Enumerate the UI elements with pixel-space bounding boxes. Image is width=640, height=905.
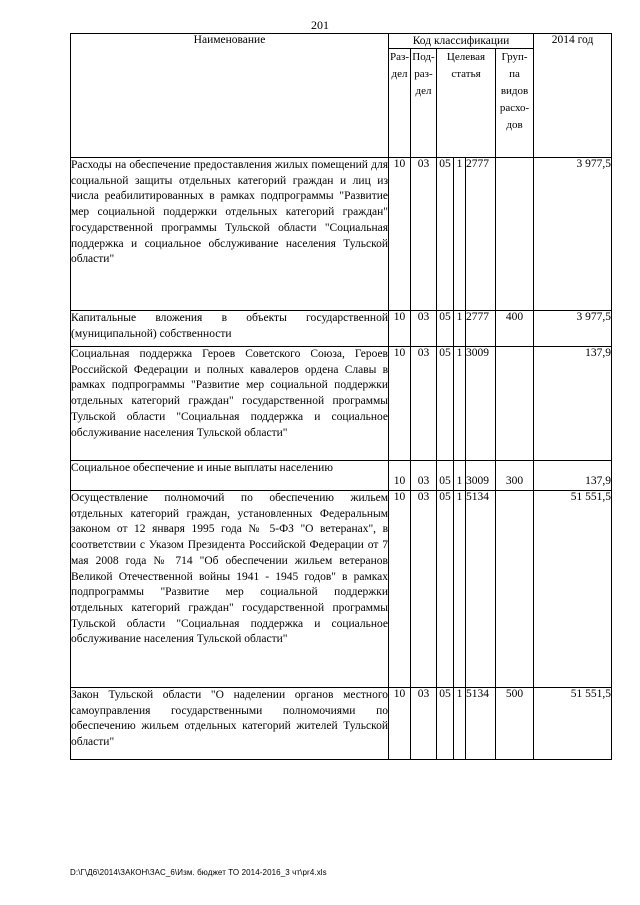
row-amount: 3 977,5 — [534, 158, 612, 311]
row-name: Расходы на обеспечение предоставления жилых помещений для социальной защиты отдельных категорий граждан и лиц из числа реабилитированных в рамках подпрограммы "Развитие мер социальной поддержки отдельных категорий граждан" государственной программы Тульской области "Социальная поддержка и социальное обслуживание населения Тульской области" — [71, 158, 389, 311]
row-razdel: 10 — [389, 461, 411, 491]
row-amount: 51 551,5 — [534, 491, 612, 688]
header-year: 2014 год — [534, 34, 612, 158]
row-amount: 137,9 — [534, 461, 612, 491]
row-expense-group — [496, 158, 534, 311]
table-row — [71, 491, 612, 688]
table-row — [71, 347, 612, 461]
header-podrazdel: Под- раз- дел — [411, 49, 437, 158]
row-amount: 137,9 — [534, 347, 612, 461]
file-path-footer: D:\Г\Д6\2014\ЗАКОН\ЗАС_6\Изм. бюджет ТО 2014-2016_3 чт\pr4.xls — [70, 868, 327, 877]
row-name: Социальное обеспечение и иные выплаты населению — [71, 461, 389, 491]
row-podrazdel: 03 — [411, 347, 437, 461]
header-target-article: Целевая статья — [437, 49, 496, 158]
row-expense-group — [496, 491, 534, 688]
header-classification-code: Код классификации — [389, 34, 534, 49]
row-target-part3: 2777 — [466, 158, 496, 311]
row-target-part3: 5134 — [466, 688, 496, 760]
table-row — [71, 158, 612, 311]
row-target-part1: 05 — [437, 347, 454, 461]
row-podrazdel: 03 — [411, 688, 437, 760]
row-razdel: 10 — [389, 491, 411, 688]
row-expense-group — [496, 347, 534, 461]
budget-table — [70, 33, 612, 760]
row-target-part3: 3009 — [466, 347, 496, 461]
row-podrazdel: 03 — [411, 311, 437, 347]
row-name: Осуществление полномочий по обеспечению жильем отдельных категорий граждан, установленных Федеральным законом от 12 января 1995 года № 5-ФЗ "О ветеранах", в соответствии с Указом Президента Российской Федерации от 7 мая 2008 года № 714 "Об обеспечении жильем ветеранов Великой Отечественной войны 1941 - 1945 годов" в рамках подпрограммы "Развитие мер социальной поддержки отдельных категорий граждан" государственной программы Тульской области "Социальная поддержка и социальное обслуживание населения Тульской области" — [71, 491, 389, 688]
header-razdel: Раз- дел — [389, 49, 411, 158]
row-razdel: 10 — [389, 158, 411, 311]
row-expense-group: 400 — [496, 311, 534, 347]
row-name: Социальная поддержка Героев Советского Союза, Героев Российской Федерации и полных кавалеров ордена Славы в рамках подпрограммы "Развитие мер социальной поддержки отдельных категорий граждан" государственной программы Тульской области "Социальная поддержка и социальное обслуживание населения Тульской области" — [71, 347, 389, 461]
row-target-part1: 05 — [437, 688, 454, 760]
row-target-part2: 1 — [454, 688, 466, 760]
row-name: Закон Тульской области "О наделении органов местного самоуправления государственными полномочиями по обеспечению жильем отдельных категорий жителей Тульской области" — [71, 688, 389, 760]
row-target-part2: 1 — [454, 158, 466, 311]
row-podrazdel: 03 — [411, 158, 437, 311]
row-target-part3: 3009 — [466, 461, 496, 491]
row-target-part2: 1 — [454, 311, 466, 347]
row-expense-group: 500 — [496, 688, 534, 760]
row-name: Капитальные вложения в объекты государственной (муниципальной) собственности — [71, 311, 389, 347]
header-expense-group: Груп- па видов расхо- дов — [496, 49, 534, 158]
row-podrazdel: 03 — [411, 461, 437, 491]
row-target-part1: 05 — [437, 461, 454, 491]
row-target-part3: 5134 — [466, 491, 496, 688]
row-razdel: 10 — [389, 311, 411, 347]
row-target-part1: 05 — [437, 158, 454, 311]
row-razdel: 10 — [389, 347, 411, 461]
row-target-part2: 1 — [454, 491, 466, 688]
header-name: Наименование — [71, 34, 389, 158]
page-number: 201 — [311, 18, 329, 32]
row-expense-group: 300 — [496, 461, 534, 491]
row-podrazdel: 03 — [411, 491, 437, 688]
row-target-part3: 2777 — [466, 311, 496, 347]
row-target-part2: 1 — [454, 347, 466, 461]
table-row — [71, 311, 612, 347]
row-amount: 3 977,5 — [534, 311, 612, 347]
row-target-part1: 05 — [437, 491, 454, 688]
row-amount: 51 551,5 — [534, 688, 612, 760]
row-target-part1: 05 — [437, 311, 454, 347]
table-row — [71, 461, 612, 491]
row-razdel: 10 — [389, 688, 411, 760]
header-row-1 — [71, 34, 612, 49]
row-target-part2: 1 — [454, 461, 466, 491]
table-row — [71, 688, 612, 760]
